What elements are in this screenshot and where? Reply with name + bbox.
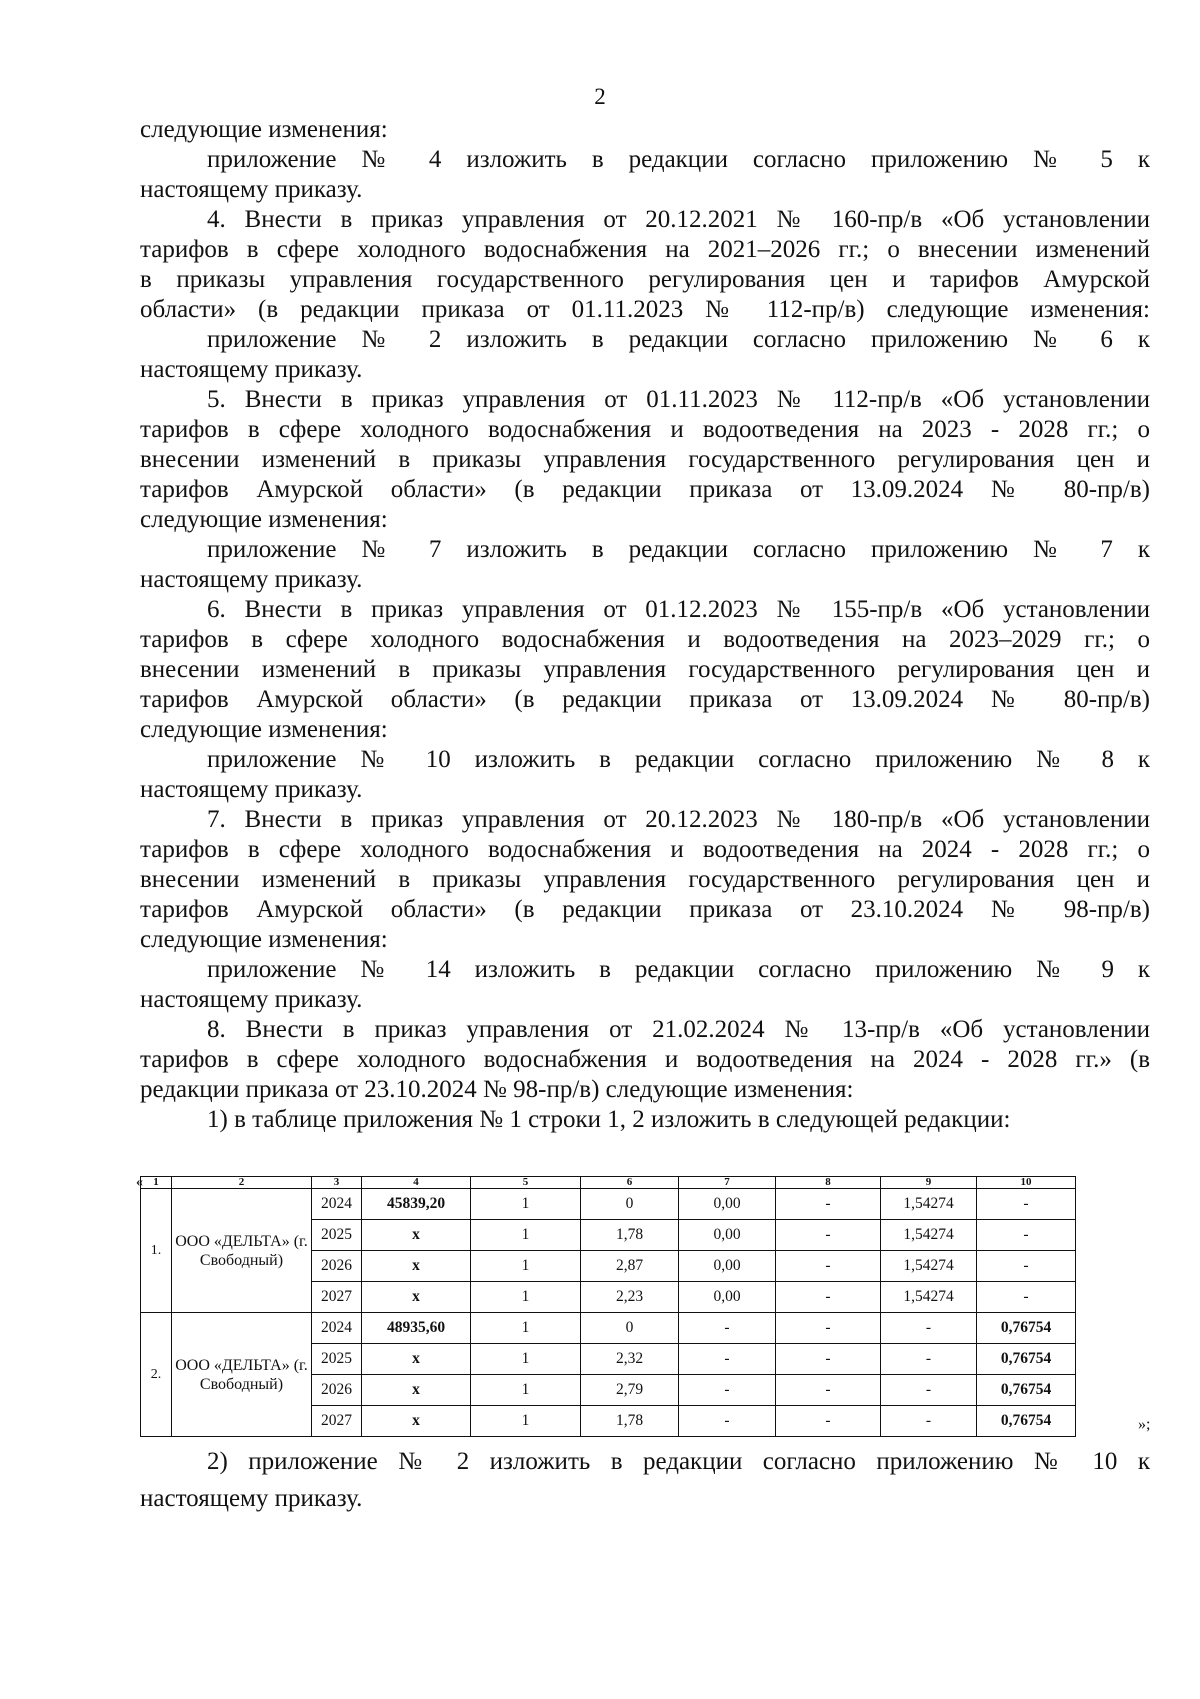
table-cell: -: [977, 1251, 1076, 1282]
table-cell: -: [679, 1313, 776, 1344]
text-line: тарифов в сфере холодного водоснабжения и водоотведения на 2024 - 2028 гг.; о: [140, 836, 1150, 863]
table-cell: -: [881, 1406, 977, 1437]
text-line: в приказы управления государственного регулирования цен и тарифов Амурской: [140, 266, 1150, 293]
table-cell: 0,00: [679, 1251, 776, 1282]
text-line: 2) приложение № 2 изложить в редакции согласно приложению № 10 к: [207, 1448, 1150, 1475]
table-cell: -: [977, 1189, 1076, 1220]
text-line: области» (в редакции приказа от 01.11.2023 № 112-пр/в) следующие изменения:: [140, 296, 1150, 323]
table-open-quote: «: [136, 1175, 143, 1190]
table-header-cell: 3: [312, 1177, 362, 1189]
table-cell: 2,79: [581, 1375, 679, 1406]
organization-cell: ООО «ДЕЛЬТА» (г. Свободный): [172, 1189, 312, 1313]
table-cell: 2025: [312, 1344, 362, 1375]
text-line: тарифов в сфере холодного водоснабжения и водоотведения на 2023 - 2028 гг.; о: [140, 416, 1150, 443]
table-cell: 1: [471, 1251, 581, 1282]
table-cell: 1: [471, 1375, 581, 1406]
table-header-cell: 8: [776, 1177, 881, 1189]
table-header-cell: 9: [881, 1177, 977, 1189]
body-text-bottom: [140, 1440, 1150, 1514]
text-line: приложение № 2 изложить в редакции согласно приложению № 6 к: [207, 326, 1150, 353]
table-cell: 0,00: [679, 1282, 776, 1313]
text-line: тарифов Амурской области» (в редакции приказа от 13.09.2024 № 80-пр/в): [140, 686, 1150, 713]
table-cell: 1,54274: [881, 1251, 977, 1282]
table-header-row: [141, 1177, 1076, 1189]
text-line: 6. Внести в приказ управления от 01.12.2023 № 155-пр/в «Об установлении: [207, 596, 1150, 623]
text-line: 8. Внести в приказ управления от 21.02.2024 № 13-пр/в «Об установлении: [207, 1016, 1150, 1043]
table-cell: 1: [471, 1282, 581, 1313]
table-header-cell: 6: [581, 1177, 679, 1189]
table-cell: -: [776, 1313, 881, 1344]
table-cell: 1,78: [581, 1220, 679, 1251]
table-header-cell: 5: [471, 1177, 581, 1189]
table-cell: -: [776, 1251, 881, 1282]
table-cell: -: [776, 1220, 881, 1251]
text-line: внесении изменений в приказы управления государственного регулирования цен и: [140, 656, 1150, 683]
table-header-cell: 4: [362, 1177, 471, 1189]
row-number-cell: 1.: [141, 1189, 172, 1313]
table-cell: х: [362, 1375, 471, 1406]
table-cell: 1,54274: [881, 1282, 977, 1313]
table-cell: 2024: [312, 1313, 362, 1344]
table-cell: 45839,20: [362, 1189, 471, 1220]
table-row: [141, 1189, 1076, 1220]
text-line: тарифов в сфере холодного водоснабжения и водоотведения на 2024 - 2028 гг.» (в: [140, 1046, 1150, 1073]
page-number: 2: [594, 84, 606, 109]
organization-cell: ООО «ДЕЛЬТА» (г. Свободный): [172, 1313, 312, 1437]
table-cell: 1: [471, 1344, 581, 1375]
table-close-quote: »;: [1138, 1416, 1151, 1433]
table-cell: х: [362, 1406, 471, 1437]
text-line: редакции приказа от 23.10.2024 № 98-пр/в) следующие изменения:: [140, 1076, 854, 1103]
text-line: следующие изменения:: [140, 926, 388, 953]
table-cell: 1: [471, 1220, 581, 1251]
table-cell: 2,23: [581, 1282, 679, 1313]
table-cell: 0,76754: [977, 1375, 1076, 1406]
text-line: внесении изменений в приказы управления государственного регулирования цен и: [140, 866, 1150, 893]
table-cell: х: [362, 1282, 471, 1313]
table-cell: 2026: [312, 1375, 362, 1406]
text-line: приложение № 4 изложить в редакции согласно приложению № 5 к: [207, 146, 1150, 173]
table-cell: -: [776, 1406, 881, 1437]
text-line: настоящему приказу.: [140, 776, 363, 803]
table-cell: 0,76754: [977, 1406, 1076, 1437]
text-line: 5. Внести в приказ управления от 01.11.2023 № 112-пр/в «Об установлении: [207, 386, 1150, 413]
table-cell: -: [776, 1189, 881, 1220]
text-line: 1) в таблице приложения № 1 строки 1, 2 изложить в следующей редакции:: [207, 1106, 1011, 1133]
text-line: 4. Внести в приказ управления от 20.12.2021 № 160-пр/в «Об установлении: [207, 206, 1150, 233]
text-line: тарифов в сфере холодного водоснабжения и водоотведения на 2023–2029 гг.; о: [140, 626, 1150, 653]
tariff-table-wrapper: [140, 1176, 1076, 1437]
text-line: следующие изменения:: [140, 116, 388, 143]
text-line: приложение № 14 изложить в редакции согласно приложению № 9 к: [207, 956, 1150, 983]
table-row: [141, 1313, 1076, 1344]
table-cell: 1: [471, 1313, 581, 1344]
table-cell: 48935,60: [362, 1313, 471, 1344]
text-line: внесении изменений в приказы управления государственного регулирования цен и: [140, 446, 1150, 473]
table-cell: 2027: [312, 1406, 362, 1437]
table-cell: -: [881, 1313, 977, 1344]
text-line: настоящему приказу.: [140, 176, 363, 203]
table-cell: -: [679, 1344, 776, 1375]
table-cell: 2027: [312, 1282, 362, 1313]
table-cell: 1: [471, 1406, 581, 1437]
text-line: тарифов Амурской области» (в редакции приказа от 23.10.2024 № 98-пр/в): [140, 896, 1150, 923]
table-cell: 2,32: [581, 1344, 679, 1375]
row-number-cell: 2.: [141, 1313, 172, 1437]
text-line: настоящему приказу.: [140, 986, 363, 1013]
table-header-cell: 2: [172, 1177, 312, 1189]
table-cell: -: [679, 1375, 776, 1406]
table-cell: -: [776, 1344, 881, 1375]
text-line: следующие изменения:: [140, 716, 388, 743]
text-line: настоящему приказу.: [140, 1485, 363, 1512]
text-line: следующие изменения:: [140, 506, 388, 533]
table-cell: -: [977, 1282, 1076, 1313]
text-line: тарифов Амурской области» (в редакции приказа от 13.09.2024 № 80-пр/в): [140, 476, 1150, 503]
table-cell: 0,76754: [977, 1344, 1076, 1375]
table-cell: 0: [581, 1189, 679, 1220]
table-header-cell: 1: [141, 1177, 172, 1189]
table-cell: -: [776, 1375, 881, 1406]
text-line: тарифов в сфере холодного водоснабжения на 2021–2026 гг.; о внесении изменений: [140, 236, 1150, 263]
table-cell: 2,87: [581, 1251, 679, 1282]
text-line: приложение № 7 изложить в редакции согласно приложению № 7 к: [207, 536, 1150, 563]
table-cell: 0,00: [679, 1189, 776, 1220]
table-cell: 0,76754: [977, 1313, 1076, 1344]
table-cell: -: [977, 1220, 1076, 1251]
table-cell: 1,54274: [881, 1220, 977, 1251]
text-line: 7. Внести в приказ управления от 20.12.2023 № 180-пр/в «Об установлении: [207, 806, 1150, 833]
table-cell: -: [776, 1282, 881, 1313]
table-cell: -: [881, 1375, 977, 1406]
table-cell: 2024: [312, 1189, 362, 1220]
table-cell: 2026: [312, 1251, 362, 1282]
table-cell: 0,00: [679, 1220, 776, 1251]
table-cell: х: [362, 1344, 471, 1375]
text-line: приложение № 10 изложить в редакции согласно приложению № 8 к: [207, 746, 1150, 773]
tariff-table: [140, 1176, 1076, 1437]
table-cell: -: [679, 1406, 776, 1437]
table-cell: х: [362, 1220, 471, 1251]
body-text-top: [140, 115, 1150, 1135]
table-header-cell: 10: [977, 1177, 1076, 1189]
table-cell: х: [362, 1251, 471, 1282]
table-cell: -: [881, 1344, 977, 1375]
table-cell: 1,54274: [881, 1189, 977, 1220]
table-cell: 0: [581, 1313, 679, 1344]
table-cell: 2025: [312, 1220, 362, 1251]
table-cell: 1,78: [581, 1406, 679, 1437]
text-line: настоящему приказу.: [140, 356, 363, 383]
table-cell: 1: [471, 1189, 581, 1220]
text-line: настоящему приказу.: [140, 566, 363, 593]
table-header-cell: 7: [679, 1177, 776, 1189]
